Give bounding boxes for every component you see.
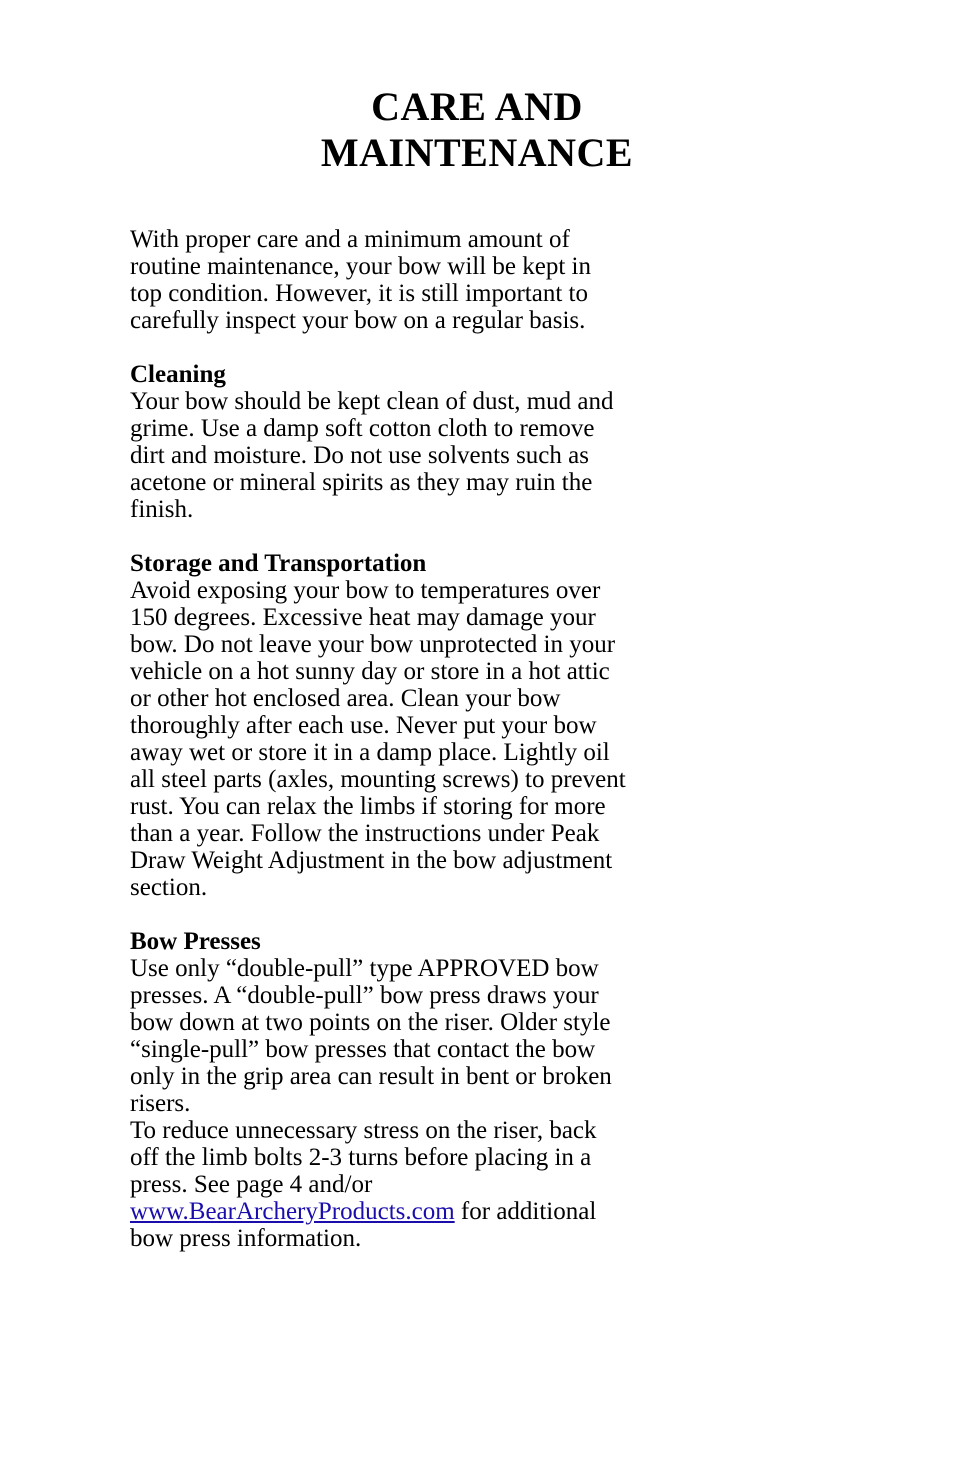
- storage-line: or other hot enclosed area. Clean your bow: [130, 685, 561, 712]
- bow-presses-line: presses. A “double-pull” bow press draws your: [130, 982, 599, 1009]
- storage-line: section.: [130, 874, 208, 901]
- bow-presses-line: risers.: [130, 1090, 191, 1117]
- bow-presses-line: Use only “double-pull” type APPROVED bow: [130, 955, 599, 982]
- intro-line: With proper care and a minimum amount of: [130, 226, 570, 253]
- cleaning-line: Your bow should be kept clean of dust, mud and: [130, 388, 614, 415]
- bow-presses-line: only in the grip area can result in bent or broken: [130, 1063, 612, 1090]
- page-title-line-1: CARE AND: [371, 84, 583, 129]
- intro-line: carefully inspect your bow on a regular basis.: [130, 307, 586, 334]
- intro-line: top condition. However, it is still important to: [130, 280, 588, 307]
- storage-line: all steel parts (axles, mounting screws) to prevent: [130, 766, 626, 793]
- bow-presses-line: bow down at two points on the riser. Older style: [130, 1009, 611, 1036]
- storage-section: [130, 550, 830, 901]
- bow-presses-section: [130, 928, 830, 1252]
- bear-archery-website-link[interactable]: www.BearArcheryProducts.com: [130, 1198, 455, 1225]
- cleaning-line: acetone or mineral spirits as they may ruin the: [130, 469, 593, 496]
- storage-line: away wet or store it in a damp place. Lightly oil: [130, 739, 610, 766]
- bow-presses-after-link: for additional: [454, 1198, 597, 1225]
- bow-presses-line: press. See page 4 and/or: [130, 1171, 373, 1198]
- intro-paragraph: [130, 226, 830, 334]
- cleaning-line: grime. Use a damp soft cotton cloth to remove: [130, 415, 595, 442]
- storage-line: Draw Weight Adjustment in the bow adjustment: [130, 847, 613, 874]
- page-title-line-2: MAINTENANCE: [320, 130, 634, 175]
- storage-line: rust. You can relax the limbs if storing for more: [130, 793, 606, 820]
- storage-line: Avoid exposing your bow to temperatures over: [130, 577, 601, 604]
- bow-presses-line: bow press information.: [130, 1225, 362, 1252]
- cleaning-line: finish.: [130, 496, 194, 523]
- bow-presses-heading: Bow Presses: [130, 928, 261, 955]
- cleaning-line: dirt and moisture. Do not use solvents such as: [130, 442, 589, 469]
- bow-presses-line: To reduce unnecessary stress on the riser, back: [130, 1117, 597, 1144]
- bow-presses-line: “single-pull” bow presses that contact the bow: [130, 1036, 596, 1063]
- storage-line: thoroughly after each use. Never put your bow: [130, 712, 597, 739]
- storage-line: 150 degrees. Excessive heat may damage your: [130, 604, 596, 631]
- storage-line: bow. Do not leave your bow unprotected in your: [130, 631, 616, 658]
- storage-line: than a year. Follow the instructions under Peak: [130, 820, 600, 847]
- document-body: [130, 226, 830, 1252]
- cleaning-heading: Cleaning: [130, 361, 226, 388]
- bow-presses-line: off the limb bolts 2-3 turns before placing in a: [130, 1144, 592, 1171]
- cleaning-section: [130, 361, 830, 523]
- page-title: [0, 84, 954, 176]
- storage-line: vehicle on a hot sunny day or store in a hot attic: [130, 658, 610, 685]
- storage-heading: Storage and Transportation: [130, 550, 427, 577]
- intro-line: routine maintenance, your bow will be kept in: [130, 253, 591, 280]
